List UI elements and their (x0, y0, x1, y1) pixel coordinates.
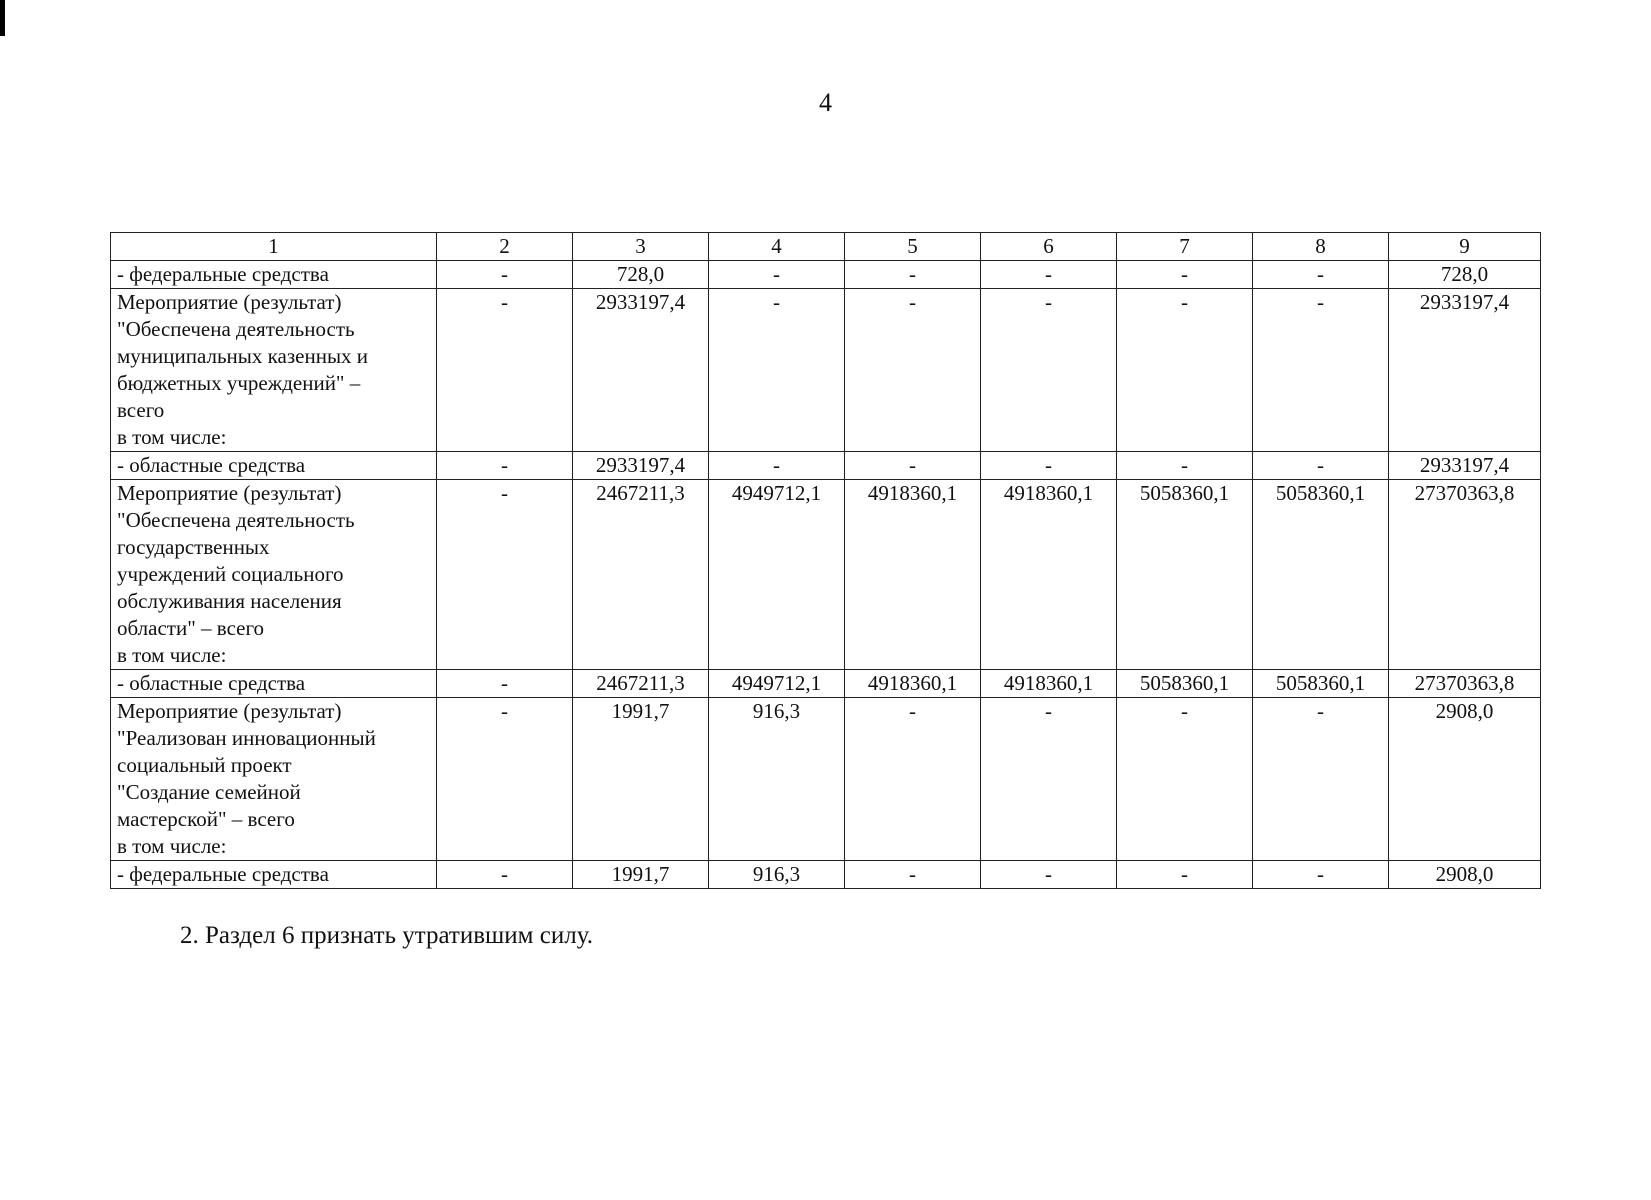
value-cell: - (1253, 698, 1389, 861)
value-cell: 4949712,1 (709, 670, 845, 698)
value-cell: - (1253, 289, 1389, 452)
value-cell: - (1117, 698, 1253, 861)
column-header: 3 (573, 233, 709, 261)
value-cell: - (437, 452, 573, 480)
table-header-row (111, 233, 1541, 261)
value-cell: 728,0 (1389, 261, 1541, 289)
value-cell: - (1253, 261, 1389, 289)
value-cell: - (981, 289, 1117, 452)
scan-edge-mark (0, 0, 5, 36)
value-cell: - (981, 861, 1117, 889)
row-label-cell: Мероприятие (результат) "Реализован инновационный социальный проект "Создание семейной мастерской" – всего в том числе: (111, 698, 437, 861)
funding-source-row (111, 670, 1541, 698)
value-cell: - (981, 698, 1117, 861)
value-cell: 2933197,4 (1389, 289, 1541, 452)
footer-paragraph: 2. Раздел 6 признать утратившим силу. (180, 922, 593, 949)
value-cell: - (1253, 452, 1389, 480)
value-cell: 2467211,3 (573, 480, 709, 670)
value-cell: - (1117, 289, 1253, 452)
page-number: 4 (819, 88, 832, 117)
value-cell: - (437, 480, 573, 670)
value-cell: - (437, 289, 573, 452)
value-cell: 4918360,1 (845, 670, 981, 698)
column-header: 1 (111, 233, 437, 261)
value-cell: - (437, 670, 573, 698)
column-header: 5 (845, 233, 981, 261)
activity-row (111, 480, 1541, 670)
column-header: 9 (1389, 233, 1541, 261)
value-cell: - (981, 452, 1117, 480)
value-cell: 4918360,1 (981, 670, 1117, 698)
value-cell: - (845, 289, 981, 452)
value-cell: - (845, 261, 981, 289)
value-cell: 2908,0 (1389, 698, 1541, 861)
value-cell: 728,0 (573, 261, 709, 289)
value-cell: - (709, 261, 845, 289)
value-cell: 27370363,8 (1389, 670, 1541, 698)
value-cell: - (845, 861, 981, 889)
funding-source-row (111, 452, 1541, 480)
row-label-cell: Мероприятие (результат) "Обеспечена деятельность государственных учреждений социального обслуживания населения области" – всего в том числе: (111, 480, 437, 670)
value-cell: 1991,7 (573, 698, 709, 861)
column-header: 6 (981, 233, 1117, 261)
value-cell: 916,3 (709, 861, 845, 889)
value-cell: 5058360,1 (1253, 480, 1389, 670)
value-cell: 2933197,4 (1389, 452, 1541, 480)
value-cell: 916,3 (709, 698, 845, 861)
column-header: 2 (437, 233, 573, 261)
row-label-cell: - федеральные средства (111, 261, 437, 289)
column-header: 4 (709, 233, 845, 261)
row-label-cell: Мероприятие (результат) "Обеспечена деятельность муниципальных казенных и бюджетных учреждений" – всего в том числе: (111, 289, 437, 452)
value-cell: - (981, 261, 1117, 289)
row-label-cell: - областные средства (111, 670, 437, 698)
budget-table (110, 232, 1541, 889)
value-cell: 5058360,1 (1117, 480, 1253, 670)
value-cell: 4918360,1 (981, 480, 1117, 670)
row-label-cell: - федеральные средства (111, 861, 437, 889)
value-cell: - (1117, 861, 1253, 889)
value-cell: - (1117, 261, 1253, 289)
value-cell: - (1117, 452, 1253, 480)
row-label-cell: - областные средства (111, 452, 437, 480)
value-cell: - (437, 698, 573, 861)
funding-source-row (111, 861, 1541, 889)
value-cell: 27370363,8 (1389, 480, 1541, 670)
value-cell: - (437, 261, 573, 289)
value-cell: - (1253, 861, 1389, 889)
value-cell: 2933197,4 (573, 452, 709, 480)
value-cell: 2933197,4 (573, 289, 709, 452)
value-cell: - (709, 289, 845, 452)
value-cell: 5058360,1 (1253, 670, 1389, 698)
value-cell: 4918360,1 (845, 480, 981, 670)
value-cell: 5058360,1 (1117, 670, 1253, 698)
value-cell: - (709, 452, 845, 480)
value-cell: - (845, 698, 981, 861)
activity-row (111, 289, 1541, 452)
funding-source-row (111, 261, 1541, 289)
value-cell: 2908,0 (1389, 861, 1541, 889)
column-header: 8 (1253, 233, 1389, 261)
value-cell: - (845, 452, 981, 480)
value-cell: 1991,7 (573, 861, 709, 889)
value-cell: - (437, 861, 573, 889)
value-cell: 2467211,3 (573, 670, 709, 698)
activity-row (111, 698, 1541, 861)
column-header: 7 (1117, 233, 1253, 261)
value-cell: 4949712,1 (709, 480, 845, 670)
